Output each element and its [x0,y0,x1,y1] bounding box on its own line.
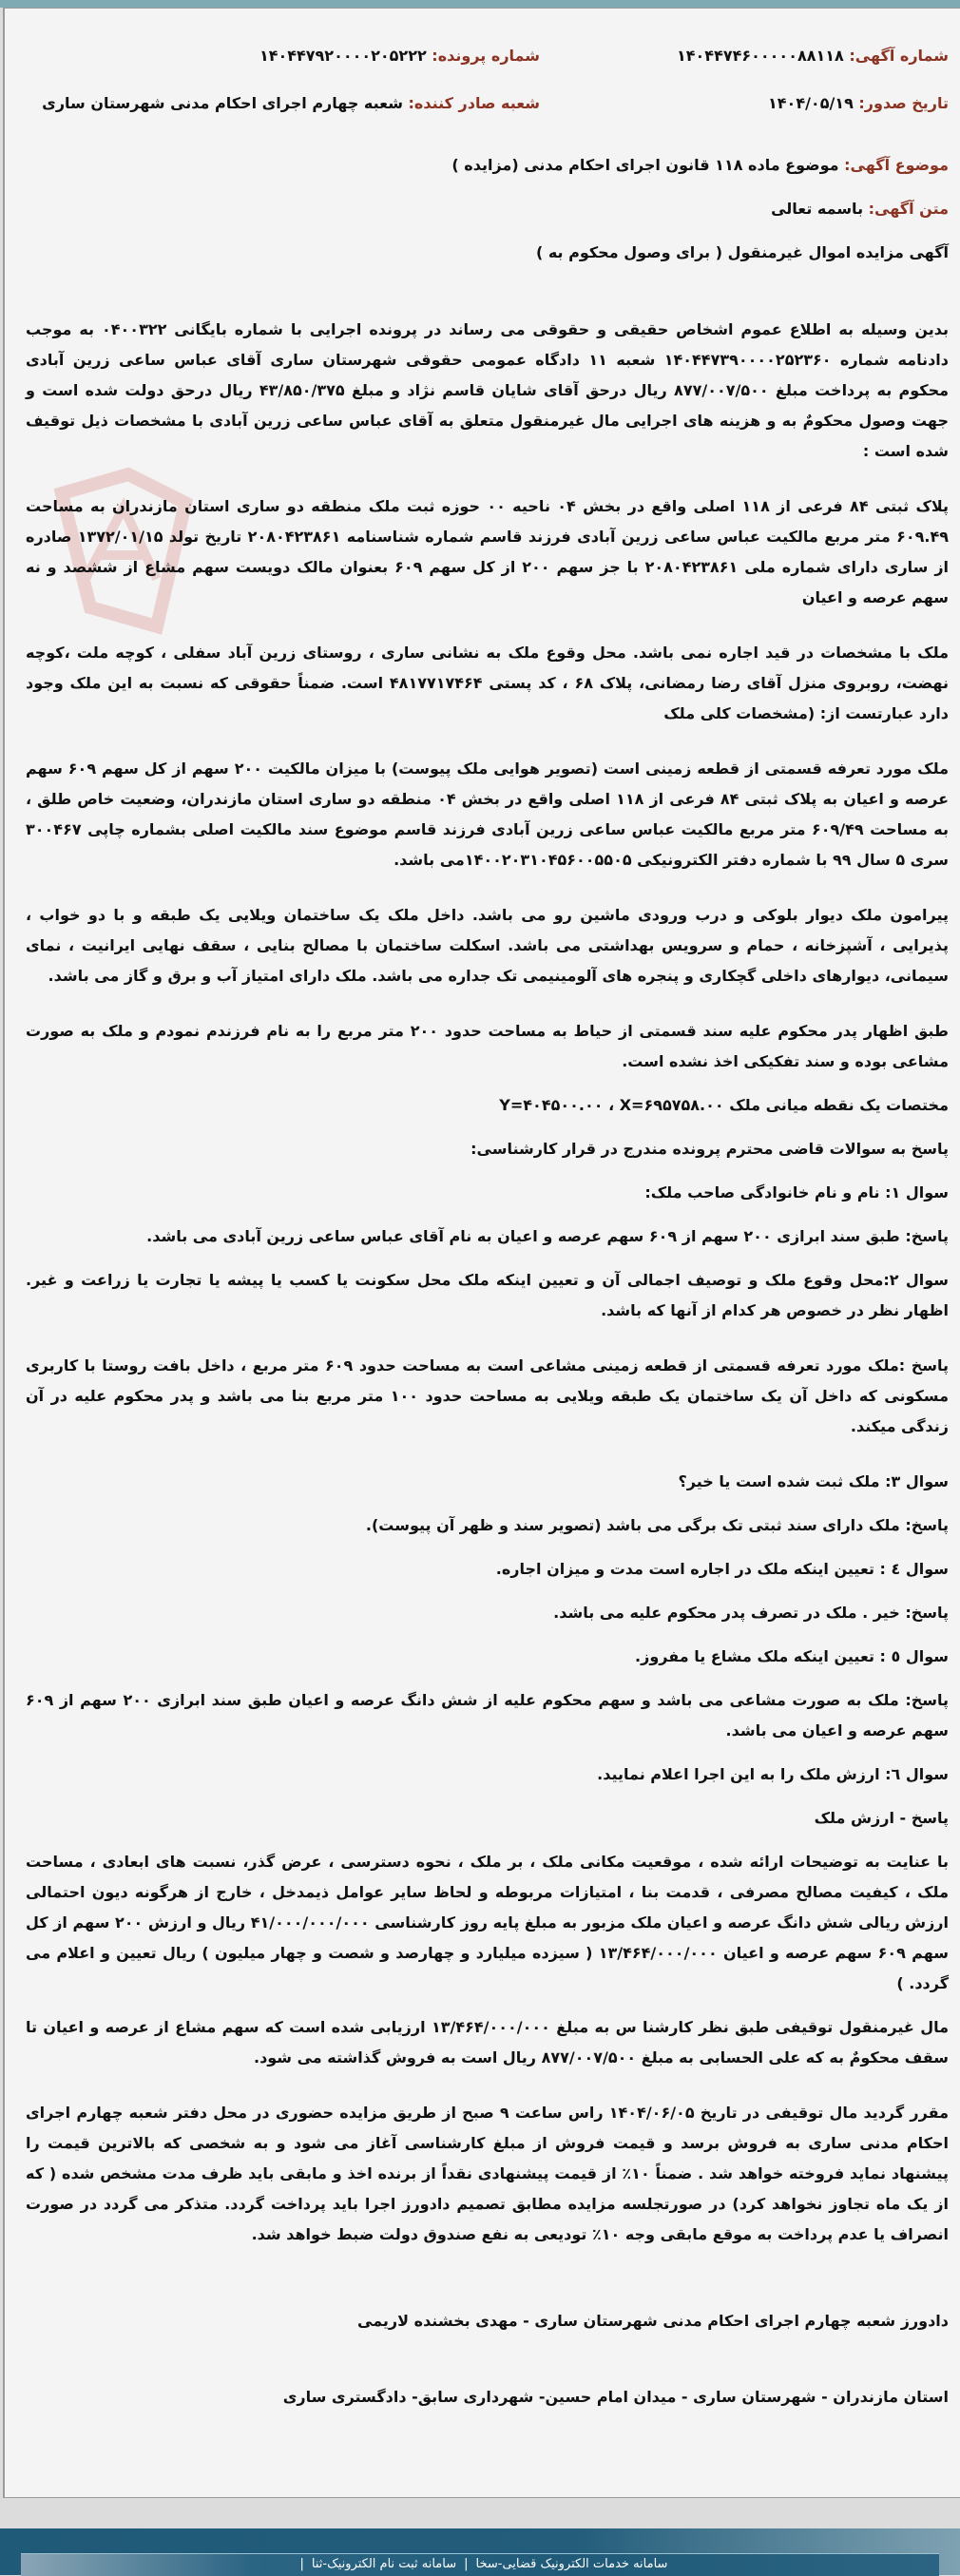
ad-number-label: شماره آگهی: [849,47,949,65]
footer-links [21,2553,939,2576]
paragraph: مختصات یک نقطه میانی ملک Y=۴۰۴۵۰۰.۰۰ ، X=۶۹۵۷۵۸.۰۰ [499,1096,949,1114]
issue-date-value: ۱۴۰۴/۰۵/۱۹ [768,94,854,112]
footer [0,2528,960,2575]
paragraph: ملک با مشخصات در قید اجاره نمی باشد. محل وقوع ملک به نشانی ساری ، روستای زرین آباد سفلی ، کوچه ملت ،کوچه نهضت، روبروی منزل آقای رضا رمضانی، پلاک ۶۸ ، کد پستی ۴۸۱۷۷۱۷۴۶۴ است. ضمناً حقوقی که نسبت به این ملک وجود دارد عبارتست از: (مشخصات کلی ملک [26,644,950,722]
footer-separator: | [299,2557,304,2571]
subject [26,151,949,180]
answer: پاسخ - ارزش ملک [814,1809,949,1827]
paragraph: با عنایت به توضیحات ارائه شده ، موقعیت مکانی ملک ، بر ملک ، نحوه دسترسی ، عرض گذر، نسبت های ابعادی ، مساحت ملک ، کیفیت مصالح مصرفی ، قدمت بنا ، امتیازات مربوطه و لحاظ سایر عوامل ذیمدخل ، خارج از هرگونه دیون احتمالی ارزش ریالی شش دانگ عرصه و اعیان ملک مزبور به مبلغ پایه روز کارشناسی ۴۱/۰۰۰/۰۰۰/۰۰۰ ریال و ارزش ۲۰۰ سهم از کل سهم ۶۰۹ سهم عرصه و اعیان ۱۳/۴۶۴/۰۰۰/۰۰۰ ( سیزده میلیارد و چهارصد و شصت و چهار میلیون ) ریال تعیین و اعلام می گردد. ) [26,1853,950,1992]
question: سوال ۲:محل وقوع ملک و توصیف اجمالی آن و تعیین اینکه ملک محل سکونت یا کسب یا پیشه یا تجارت یا زراعت و غیر. اظهار نظر در خصوص هر کدام از آنها که باشد. [26,1271,950,1319]
paragraph: مال غیرمنقول توقیفی طبق نظر کارشنا س به مبلغ ۱۳/۴۶۴/۰۰۰/۰۰۰ ارزیابی شده است که سهم مشاع از عرصه و اعیان تا سقف محکومٌ به که علی الحسابی به مبلغ ۸۷۷/۰۰۷/۵۰۰ ریال است به فروش گذاشته می شود. [26,2018,950,2067]
address: استان مازندران - شهرستان ساری - میدان امام حسین- شهرداری سابق- دادگستری ساری [282,2388,949,2406]
answer: پاسخ: طبق سند ابرازی ۲۰۰ سهم از ۶۰۹ سهم عرصه و اعیان به نام آقای عباس ساعی زرین آبادی می باشد. [146,1227,949,1245]
answer: پاسخ: ملک به صورت مشاعی می باشد و سهم محکوم علیه از شش دانگ عرصه و اعیان طبق سند ابرازی ۲۰۰ سهم از ۶۰۹ سهم عرصه و اعیان می باشد. [26,1691,950,1740]
footer-separator: | [464,2557,469,2571]
paragraph: پاسخ به سوالات قاضی محترم پرونده مندرج در قرار کارشناسی: [470,1140,949,1158]
issuer-value: شعبه چهارم اجرای احکام مدنی شهرستان ساری [42,94,403,112]
case-number [26,43,540,69]
top-bar [0,0,960,8]
header-row-2 [26,90,949,117]
issue-date [540,90,949,117]
paragraph: بدین وسیله به اطلاع عموم اشخاص حقیقی و حقوقی می رساند در پرونده اجرایی با شماره بایگانی ۰۴۰۰۳۲۲ به موجب دادنامه شماره ۱۴۰۴۴۷۳۹۰۰۰۰۲۵۲۳۶۰ شعبه ۱۱ دادگاه عمومی حقوقی شهرستان ساری آقای عباس ساعی زرین آبادی محکوم به پرداخت مبلغ ۸۷۷/۰۰۷/۵۰۰ ریال درحق آقای شایان قاسم نژاد و مبلغ ۴۳/۸۵۰/۳۷۵ ریال درحق دولت شده است و جهت وصول محکومٌ به و هزینه های اجرایی مال غیرمنقول متعلق به آقای عباس ساعی زرین آبادی با مشخصات ذیل توقیف شده است : [26,320,950,460]
question: سوال ۱: نام و نام خانوادگی صاحب ملک: [644,1183,949,1201]
ad-number [540,43,949,69]
subject-value: موضوع ماده ۱۱۸ قانون اجرای احکام مدنی (مزایده ) [451,156,839,174]
header-row-1 [26,43,949,69]
case-number-value: ۱۴۰۴۴۷۹۲۰۰۰۰۲۰۵۲۲۲ [259,47,427,65]
ad-number-value: ۱۴۰۴۴۷۴۶۰۰۰۰۰۸۸۱۱۸ [677,47,844,65]
paragraph: طبق اظهار پدر محکوم علیه سند قسمتی از حیاط به مساحت حدود ۲۰۰ متر مربع را به نام فرزندم نمودم و ملک به صورت مشاعی بوده و سند تفکیکی اخذ نشده است. [26,1022,949,1070]
issuer [26,90,540,117]
paragraph: پیرامون ملک دیوار بلوکی و درب ورودی ماشین رو می باشد. داخل ملک یک ساختمان ویلایی یک طبقه و با دو خواب ، پذیرایی ، آشپزخانه ، حمام و سرویس بهداشتی می باشد. اسکلت ساختمان با مصالح بنایی ، سقف نهایی ایرانیت ، نمای سیمانی، دیوارهای داخلی گچکاری و پنجره های آلومینیمی تک جداره می باشد. ملک دارای امتیاز آب و برق و گاز می باشد. [26,906,949,985]
paragraph: ملک مورد تعرفه قسمتی از قطعه زمینی است (تصویر هوایی ملک پیوست) با میزان مالکیت ۲۰۰ سهم از کل سهم ۶۰۹ سهم عرصه و اعیان به پلاک ثبتی ۸۴ فرعی از ۱۱۸ اصلی واقع در بخش ۰۴ منطقه دو ساری استان مازندران، وضعیت خاص طلق ، به مساحت ۶۰۹/۴۹ متر مربع مالکیت عباس ساعی زرین آبادی فرزند قاسم موضوع سند مالکیت اصلی بشماره چاپی ۳۰۰۴۶۷ سری ۵ سال ۹۹ با شماره دفتر الکترونیکی ۱۴۰۰۲۰۳۱۰۴۵۶۰۰۵۵۰۵می باشد. [26,759,950,869]
answer: پاسخ :ملک مورد تعرفه قسمتی از قطعه زمینی مشاعی است به مساحت حدود ۶۰۹ متر مربع ، داخل بافت روستا با کاربری مسکونی که داخل آن یک ساختمان یک طبقه ویلایی به مساحت حدود ۱۰۰ متر مربع بنا می باشد و پدر محکوم علیه در آن زندگی میکند. [26,1356,950,1435]
case-number-label: شماره پرونده: [432,47,540,65]
question: سوال ۳: ملک ثبت شده است یا خیر؟ [678,1472,949,1490]
footer-link-sana[interactable]: سامانه ثبت نام الکترونیک-ثنا [311,2557,457,2571]
text-intro-value: باسمه تعالی [771,200,864,218]
paragraph: مقرر گردید مال توقیفی در تاریخ ۱۴۰۴/۰۶/۰۵ راس ساعت ۹ صبح از طریق مزایده حضوری در محل دفتر شعبه چهارم اجرای احکام مدنی ساری به فروش برسد و قیمت فروش از مبلغ کارشناسی آغاز می شود و به شخصی که بالاترین قیمت را پیشنهاد نماید فروخته خواهد شد . ضمناً ۱۰٪ از قیمت پیشنهادی نقداً از برنده اخذ و مابقی باید ظرف مدت مشخص شده ( که از یک ماه تجاوز نخواهد کرد) در صورتجلسه مزایده مطابق تصمیم دادورز اجرا باید پرداخت گردد. متذکر می گردد در صورت انصراف یا عدم پرداخت به موقع مابقی وجه ۱۰٪ تودیعی به نفع صندوق دولت ضبط خواهد شد. [26,2104,950,2243]
question: سوال ٦: ارزش ملک را به این اجرا اعلام نمایید. [597,1765,949,1783]
footer-link-sakha[interactable]: سامانه خدمات الکترونیک قضایی-سخا [475,2557,668,2571]
subject-label: موضوع آگهی: [844,156,949,174]
notice-text-intro [26,195,949,223]
notice-panel [3,8,960,2498]
issuer-label: شعبه صادر کننده: [408,94,540,112]
text-label: متن آگهی: [868,200,949,218]
notice-content [5,9,960,2497]
issue-date-label: تاریخ صدور: [858,94,949,112]
question: سوال ٥ : تعیین اینکه ملک مشاع یا مفروز. [635,1647,949,1665]
signature: دادورز شعبه چهارم اجرای احکام مدنی شهرستان ساری - مهدی بخشنده لاریمی [357,2312,949,2330]
gray-strip [0,2498,960,2528]
paragraph: پلاک ثبتی ۸۴ فرعی از ۱۱۸ اصلی واقع در بخش ۰۴ ناحیه ۰۰ حوزه ثبت ملک منطقه دو ساری استان مازندران به مساحت ۶۰۹.۴۹ متر مربع مالکیت عباس ساعی زرین آبادی فرزند قاسم شماره شناسنامه ۲۰۸۰۴۲۳۸۶۱ تاریخ تولد ۱۳۷۲/۰۱/۱۵ صادره از ساری دارای شماره ملی ۲۰۸۰۴۲۳۸۶۱ با جز سهم ۲۰۰ از کل سهم ۶۰۹ بعنوان مالک دویست سهم مشاع از ششصد و نه سهم عرصه و اعیان [26,497,950,606]
answer: پاسخ: خیر . ملک در تصرف پدر محکوم علیه می باشد. [553,1604,949,1622]
answer: پاسخ: ملک دارای سند ثبتی تک برگی می باشد (تصویر سند و ظهر آن پیوست). [365,1516,949,1534]
notice-title: آگهی مزایده اموال غیرمنقول ( برای وصول محکوم به ) [535,243,949,261]
question: سوال ٤ : تعیین اینکه ملک در اجاره است مدت و میزان اجاره. [495,1560,949,1578]
